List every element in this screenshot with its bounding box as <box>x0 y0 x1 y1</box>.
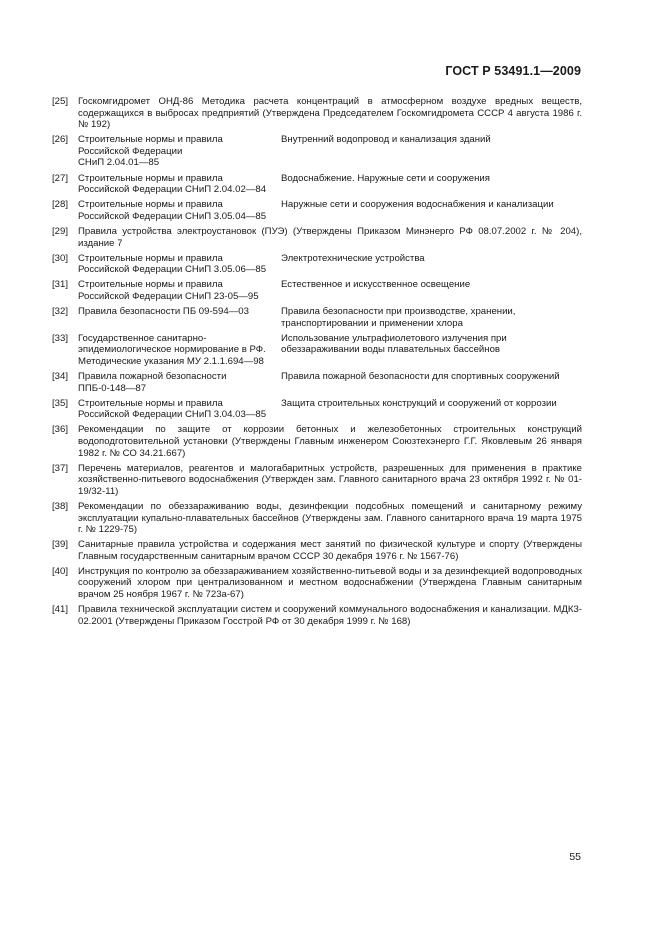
reference-number: [36] <box>52 424 69 436</box>
reference-title: Внутренний водопровод и канализация зданий <box>281 134 491 146</box>
reference-item <box>52 134 582 169</box>
reference-title: Использование ультрафиолетового излучения при обеззараживании воды плавательных бассейнов <box>281 332 507 356</box>
reference-item <box>52 604 582 627</box>
reference-item <box>52 226 582 249</box>
reference-title: Защита строительных конструкций и сооружений от коррозии <box>281 397 557 409</box>
reference-number: [34] <box>52 370 69 382</box>
reference-number: [39] <box>52 539 69 551</box>
reference-number: [40] <box>52 565 69 577</box>
reference-number: [31] <box>52 279 69 291</box>
reference-text: Рекомендации по защите от коррозии бетонных и железобетонных строительных конструкций водоподготовительной установки (Утверждены Главным инженером Союзтехэнерго Г.Г. Яковлевым 26 января 1982 г. № СО 34.21.667) <box>78 424 582 459</box>
reference-number: [32] <box>52 306 69 317</box>
reference-title: Правила безопасности при производстве, хранении, транспортировании и применении хлора <box>281 306 516 329</box>
reference-source: Строительные нормы и правила Российской Федерации СНиП 2.04.01—85 <box>78 134 223 169</box>
reference-number: [38] <box>52 500 69 512</box>
reference-text: Правила устройства электроустановок (ПУЭ) (Утверждены Приказом Минэнерго РФ 08.07.2002 г. № 204), издание 7 <box>78 225 582 249</box>
reference-text: Рекомендации по обеззараживанию воды, дезинфекции подсобных помещений и санитарному режиму эксплуатации купально-плавательных бассейнов (Утверждены зам. Главного санитарного врача 19 марта 1975 г. № 1229-75) <box>78 500 582 536</box>
reference-source: Строительные нормы и правила Российской Федерации СНиП 3.04.03—85 <box>78 397 267 421</box>
reference-text: Госкомгидромет ОНД-86 Методика расчета концентраций в атмосферном воздухе вредных веществ, содержащихся в выбросах предприятий (Утверждена Председателем Госкомгидромета СССР 4 августа 1986 г. № 192) <box>78 96 582 131</box>
reference-item <box>52 306 582 329</box>
reference-title: Электротехнические устройства <box>281 252 425 264</box>
reference-text: Перечень материалов, реагентов и малогабаритных устройств, разрешенных для применения в практике хозяйственно-питьевого водоснабжения (Утвержден зам. Главного санитарного врача 23 октября 1992 г. № 01-19/32-11) <box>78 462 582 497</box>
reference-item <box>52 279 582 302</box>
reference-title: Правила пожарной безопасности для спортивных сооружений <box>281 370 560 382</box>
reference-source: Строительные нормы и правила Российской Федерации СНиП 23-05—95 <box>78 279 259 302</box>
page-number: 55 <box>569 851 581 863</box>
reference-source: Правила безопасности ПБ 09-594—03 <box>78 306 249 317</box>
reference-item <box>52 333 582 368</box>
reference-source: Строительные нормы и правила Российской Федерации СНиП 2.04.02—84 <box>78 172 267 196</box>
reference-item <box>52 96 582 131</box>
reference-text: Правила технической эксплуатации систем и сооружений коммунального водоснабжения и канализации. МДК3-02.2001 (Утверждены Приказом Госстрой РФ от 30 декабря 1999 г. № 168) <box>78 604 582 627</box>
reference-source: Строительные нормы и правила Российской Федерации СНиП 3.05.04—85 <box>78 199 267 222</box>
reference-number: [37] <box>52 462 69 474</box>
reference-number: [41] <box>52 604 69 616</box>
reference-item <box>52 424 582 459</box>
reference-item <box>52 463 582 498</box>
reference-title: Водоснабжение. Наружные сети и сооружения <box>281 172 490 184</box>
reference-number: [27] <box>52 172 69 184</box>
reference-source: Государственное санитарно-эпидемиологическое нормирование в РФ. Методические указания МУ 2.1.1.694—98 <box>78 332 266 367</box>
reference-item <box>52 173 582 196</box>
reference-number: [29] <box>52 225 69 237</box>
document-header: ГОСТ Р 53491.1—2009 <box>445 64 581 78</box>
reference-item <box>52 539 582 562</box>
reference-number: [33] <box>52 332 69 344</box>
reference-item <box>52 199 582 222</box>
reference-number: [28] <box>52 199 69 211</box>
reference-text: Санитарные правила устройства и содержания мест занятий по физической культуре и спорту (Утверждены Главным государственным санитарным врачом СССР 30 декабря 1976 г. № 1567-76) <box>78 539 582 562</box>
reference-item <box>52 501 582 536</box>
reference-number: [26] <box>52 134 69 146</box>
reference-number: [30] <box>52 252 69 264</box>
reference-source: Правила пожарной безопасности ППБ-0-148—87 <box>78 370 227 394</box>
reference-item <box>52 398 582 421</box>
reference-item <box>52 566 582 601</box>
reference-item <box>52 371 582 394</box>
reference-source: Строительные нормы и правила Российской Федерации СНиП 3.05.06—85 <box>78 252 267 276</box>
reference-list <box>52 96 582 631</box>
reference-title: Естественное и искусственное освещение <box>281 279 471 291</box>
reference-text: Инструкция по контролю за обеззараживанием хозяйственно-питьевой воды и за дезинфекцией водопроводных сооружений хлором при централизованном и местном водоснабжении (Утверждена Главным санитарным врачом 25 ноября 1967 г. № 723а-67) <box>78 565 582 601</box>
reference-number: [25] <box>52 96 69 107</box>
reference-number: [35] <box>52 397 69 409</box>
reference-item <box>52 253 582 276</box>
reference-title: Наружные сети и сооружения водоснабжения и канализации <box>281 199 554 211</box>
